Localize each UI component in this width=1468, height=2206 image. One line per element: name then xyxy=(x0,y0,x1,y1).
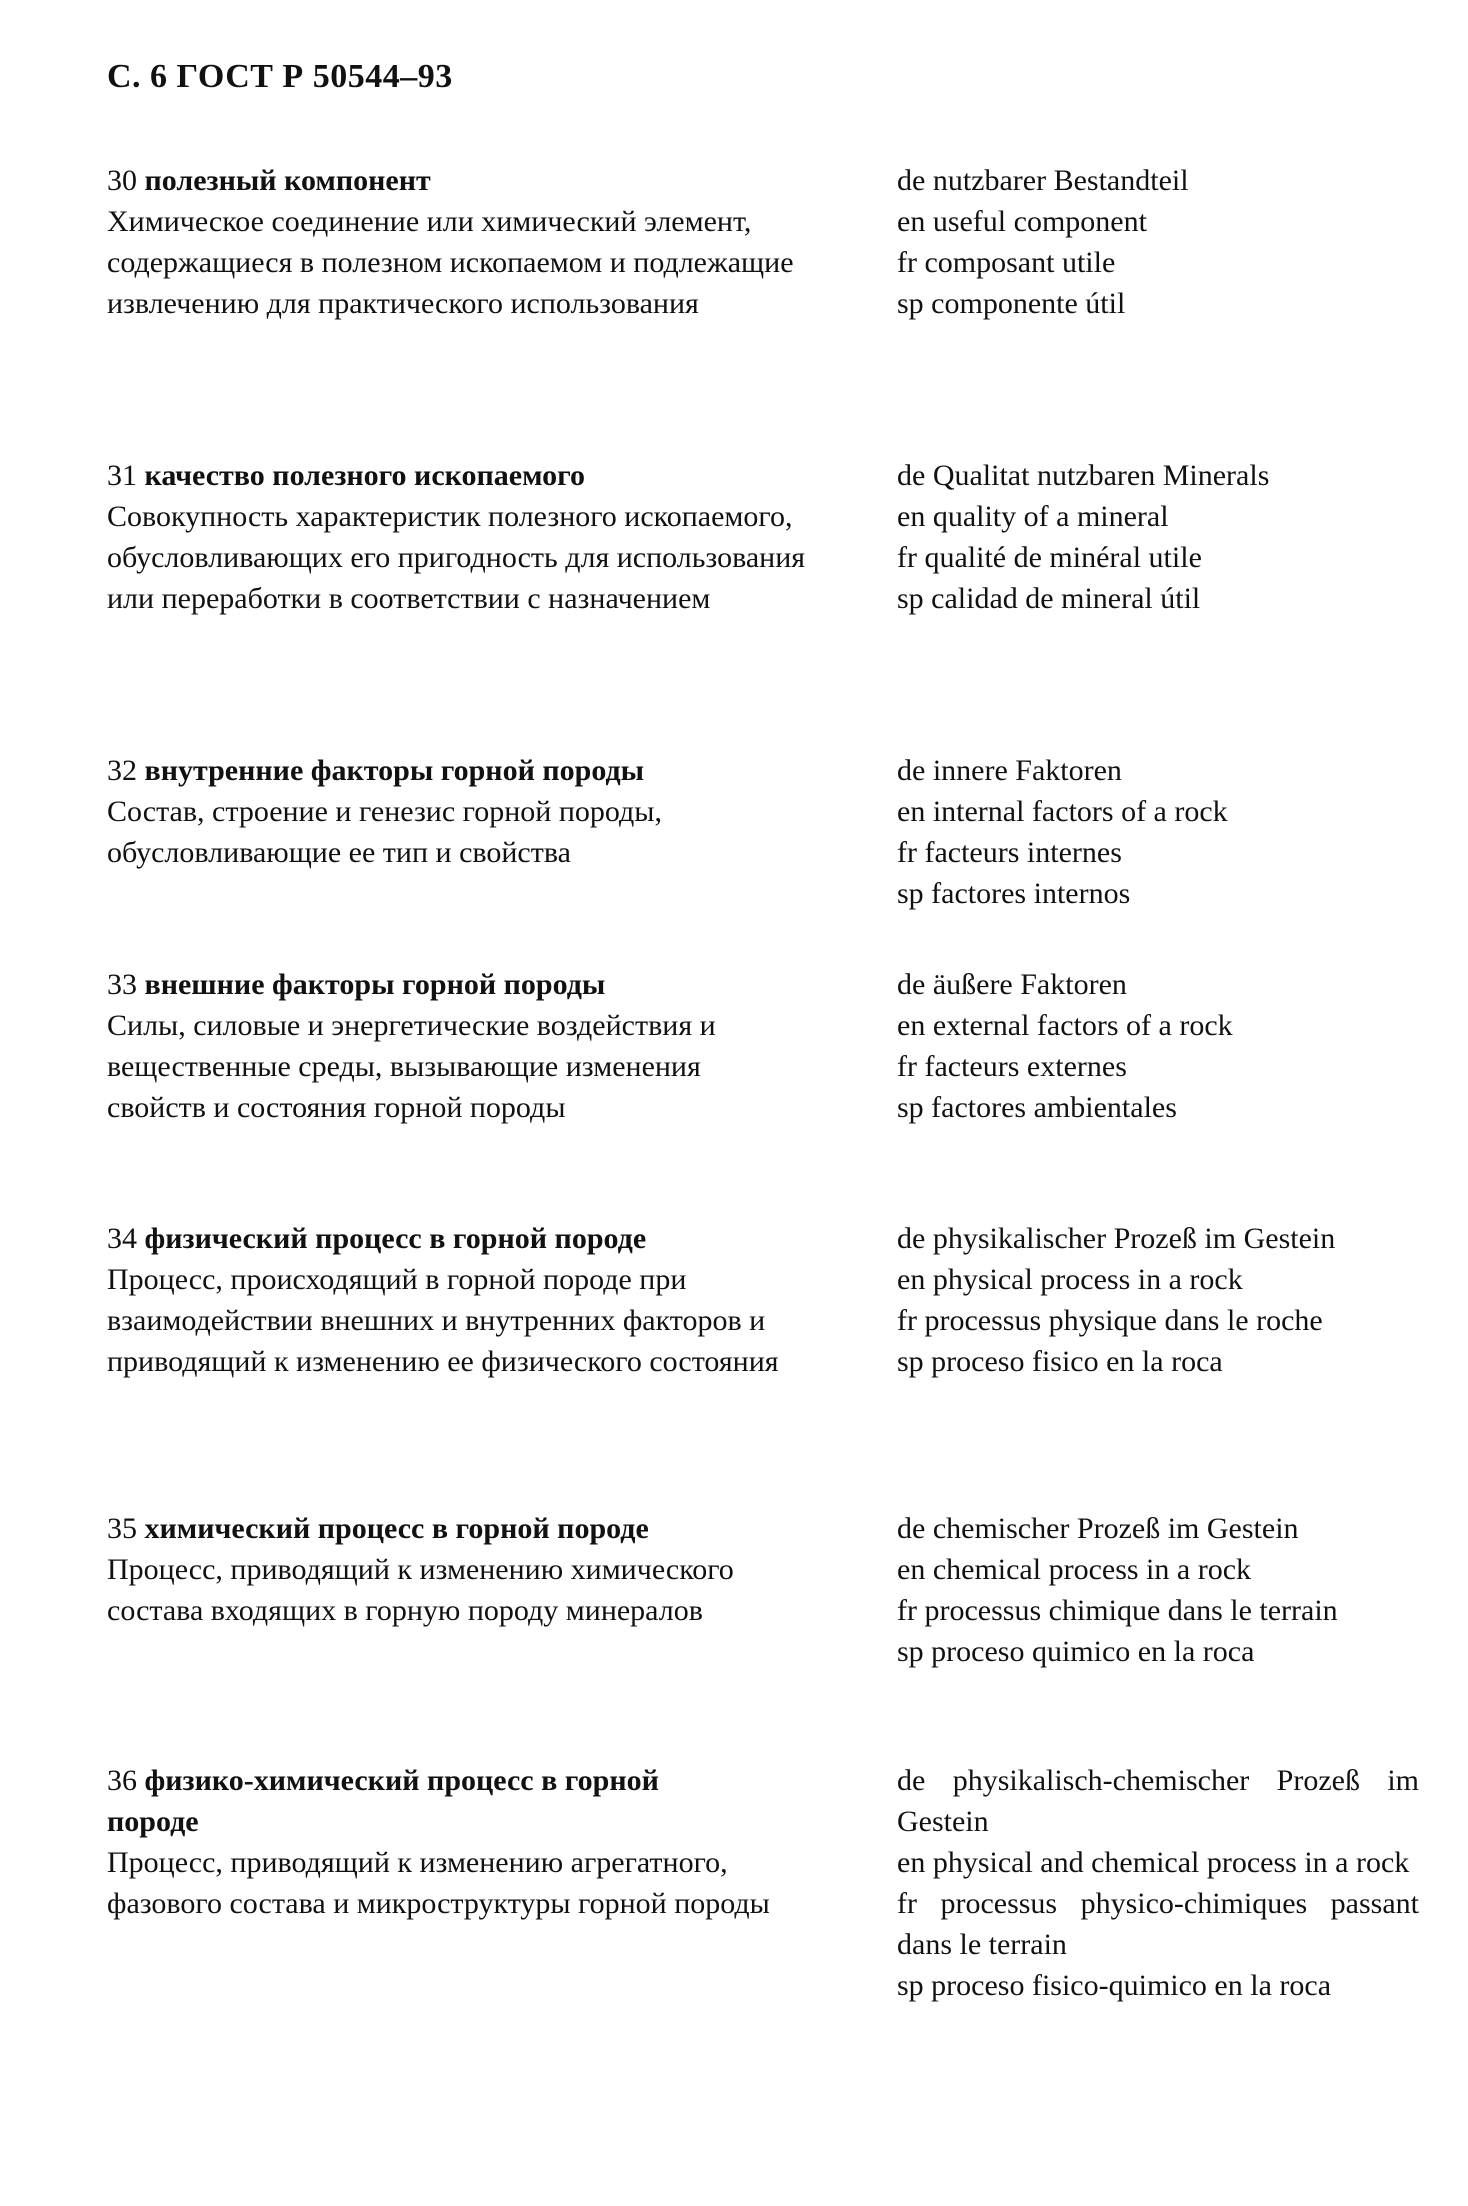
equivalent-sp: sp factores internos xyxy=(897,877,1131,910)
equivalent-de: de physikalischer Prozeß im Gestein xyxy=(897,1222,1336,1255)
russian-term-block xyxy=(107,1508,807,1631)
term-number: 35 xyxy=(107,1512,137,1545)
equivalent-en: en quality of a mineral xyxy=(897,500,1169,533)
foreign-equivalents xyxy=(897,964,1419,1128)
term-number: 36 xyxy=(107,1764,137,1797)
equivalent-fr: fr processus physico-chimiques passant dans le terrain xyxy=(897,1887,1419,1961)
equivalent-en: en physical and chemical process in a rock xyxy=(897,1846,1410,1879)
equivalent-fr: fr processus physique dans le roche xyxy=(897,1304,1323,1337)
equivalent-fr: fr qualité de minéral utile xyxy=(897,541,1202,574)
equivalent-sp: sp componente útil xyxy=(897,287,1126,320)
term-definition: Совокупность характеристик полезного ископаемого, обусловливающих его пригодность для использования или переработки в соответствии с назначением xyxy=(107,500,806,615)
equivalent-sp: sp calidad de mineral útil xyxy=(897,582,1201,615)
term-title: физический процесс в горной породе xyxy=(144,1222,647,1255)
equivalent-sp: sp factores ambientales xyxy=(897,1091,1177,1124)
term-definition: Силы, силовые и энергетические воздействия и вещественные среды, вызывающие изменения свойств и состояния горной породы xyxy=(107,1009,716,1124)
equivalent-en: en physical process in a rock xyxy=(897,1263,1243,1296)
russian-term-block xyxy=(107,160,807,324)
russian-term-block xyxy=(107,750,807,873)
foreign-equivalents xyxy=(897,750,1419,914)
term-title: химический процесс в горной породе xyxy=(144,1512,649,1545)
foreign-equivalents xyxy=(897,1218,1419,1382)
equivalent-sp: sp proceso fisico en la roca xyxy=(897,1345,1223,1378)
foreign-equivalents xyxy=(897,160,1419,324)
term-number: 34 xyxy=(107,1222,137,1255)
russian-term-block xyxy=(107,455,807,619)
foreign-equivalents xyxy=(897,455,1419,619)
term-definition: Состав, строение и генезис горной породы, обусловливающие ее тип и свойства xyxy=(107,795,662,869)
foreign-equivalents xyxy=(897,1508,1419,1672)
equivalent-fr: fr facteurs externes xyxy=(897,1050,1127,1083)
equivalent-de: de chemischer Prozeß im Gestein xyxy=(897,1512,1299,1545)
term-title: физико-химический процесс в горной породе xyxy=(107,1764,659,1838)
term-definition: Процесс, приводящий к изменению химического состава входящих в горную породу минералов xyxy=(107,1553,734,1627)
term-title: полезный компонент xyxy=(144,164,431,197)
equivalent-en: en internal factors of a rock xyxy=(897,795,1228,828)
equivalent-de: de nutzbarer Bestandteil xyxy=(897,164,1189,197)
equivalent-de: de innere Faktoren xyxy=(897,754,1122,787)
equivalent-sp: sp proceso quimico en la roca xyxy=(897,1635,1255,1668)
term-number: 33 xyxy=(107,968,137,1001)
equivalent-de: de physikalisch-chemischer Prozeß im Gestein xyxy=(897,1764,1419,1838)
equivalent-en: en external factors of a rock xyxy=(897,1009,1233,1042)
foreign-equivalents xyxy=(897,1760,1419,2006)
term-title: внутренние факторы горной породы xyxy=(144,754,645,787)
term-definition: Химическое соединение или химический элемент, содержащиеся в полезном ископаемом и подлежащие извлечению для практического использования xyxy=(107,205,794,320)
russian-term-block xyxy=(107,1760,770,1924)
russian-term-block xyxy=(107,964,807,1128)
term-definition: Процесс, происходящий в горной породе при взаимодействии внешних и внутренних факторов и приводящий к изменению ее физического состояния xyxy=(107,1263,779,1378)
equivalent-de: de Qualitat nutzbaren Minerals xyxy=(897,459,1270,492)
russian-term-block xyxy=(107,1218,807,1382)
term-number: 32 xyxy=(107,754,137,787)
page-header: С. 6 ГОСТ Р 50544–93 xyxy=(107,58,453,95)
equivalent-sp: sp proceso fisico-quimico en la roca xyxy=(897,1969,1332,2002)
equivalent-de: de äußere Faktoren xyxy=(897,968,1127,1001)
term-definition: Процесс, приводящий к изменению агрегатного, фазового состава и микроструктуры горной породы xyxy=(107,1846,770,1920)
equivalent-en: en useful component xyxy=(897,205,1147,238)
term-title: качество полезного ископаемого xyxy=(144,459,586,492)
equivalent-fr: fr facteurs internes xyxy=(897,836,1122,869)
term-number: 30 xyxy=(107,164,137,197)
equivalent-en: en chemical process in a rock xyxy=(897,1553,1252,1586)
term-number: 31 xyxy=(107,459,137,492)
equivalent-fr: fr composant utile xyxy=(897,246,1116,279)
term-title: внешние факторы горной породы xyxy=(144,968,606,1001)
equivalent-fr: fr processus chimique dans le terrain xyxy=(897,1594,1338,1627)
